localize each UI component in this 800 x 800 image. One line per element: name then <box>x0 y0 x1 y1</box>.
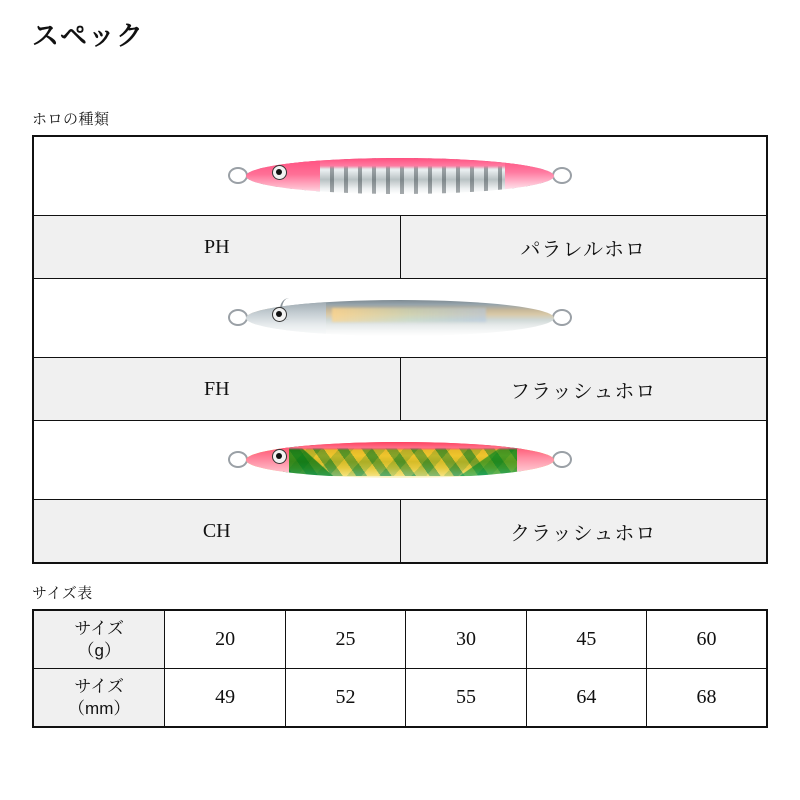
size-weight-value: 45 <box>526 610 646 669</box>
lure-tail <box>505 158 554 194</box>
holo-section-label: ホロの種類 <box>32 111 110 128</box>
lure-illustration <box>220 148 580 204</box>
size-table <box>32 609 768 728</box>
lure-eye-icon <box>272 449 287 464</box>
lure-eye-icon <box>272 165 287 180</box>
size-weight-value: 25 <box>285 610 405 669</box>
lure-image-fh <box>33 279 767 358</box>
lure-image-ch <box>33 421 767 500</box>
lure-image-ph <box>33 136 767 216</box>
size-length-header <box>33 669 165 728</box>
lure-eye-icon <box>272 307 287 322</box>
holo-name-fh: フラッシュホロ <box>400 358 767 421</box>
lure-body <box>246 442 554 478</box>
size-weight-value: 60 <box>647 610 767 669</box>
holo-name-ph: パラレルホロ <box>400 216 767 279</box>
size-table-section <box>32 582 768 728</box>
holo-code-ph: PH <box>33 216 400 279</box>
page-title: スペック <box>32 21 144 51</box>
lure-tail <box>517 442 554 478</box>
size-section-label: サイズ表 <box>32 585 93 602</box>
size-length-value: 55 <box>406 669 526 728</box>
table-row <box>33 358 767 421</box>
holo-types-table <box>32 135 768 564</box>
holo-code-fh: FH <box>33 358 400 421</box>
holo-name-ch: クラッシュホロ <box>400 500 767 564</box>
split-ring-icon <box>552 167 572 184</box>
size-weight-value: 30 <box>406 610 526 669</box>
size-weight-header <box>33 610 165 669</box>
table-row <box>33 669 767 728</box>
holo-types-section <box>32 108 768 564</box>
table-row <box>33 136 767 216</box>
size-weight-header-line1: サイズ <box>74 619 125 639</box>
lure-sheen <box>332 308 486 322</box>
size-weight-header-line2: （g） <box>77 640 121 660</box>
size-length-value: 64 <box>526 669 646 728</box>
size-length-value: 49 <box>165 669 285 728</box>
split-ring-icon <box>552 451 572 468</box>
lure-illustration <box>220 290 580 346</box>
lure-back <box>246 442 554 450</box>
lure-illustration <box>220 432 580 488</box>
table-row <box>33 610 767 669</box>
size-length-value: 52 <box>285 669 405 728</box>
split-ring-icon <box>228 309 248 326</box>
table-row <box>33 279 767 358</box>
lure-body <box>246 158 554 194</box>
table-row <box>33 216 767 279</box>
split-ring-icon <box>228 451 248 468</box>
size-weight-value: 20 <box>165 610 285 669</box>
size-length-header-line1: サイズ <box>74 677 125 697</box>
split-ring-icon <box>228 167 248 184</box>
size-length-header-line2: （mm） <box>68 698 131 718</box>
table-row <box>33 500 767 564</box>
holo-code-ch: CH <box>33 500 400 564</box>
size-length-value: 68 <box>647 669 767 728</box>
table-row <box>33 421 767 500</box>
split-ring-icon <box>552 309 572 326</box>
